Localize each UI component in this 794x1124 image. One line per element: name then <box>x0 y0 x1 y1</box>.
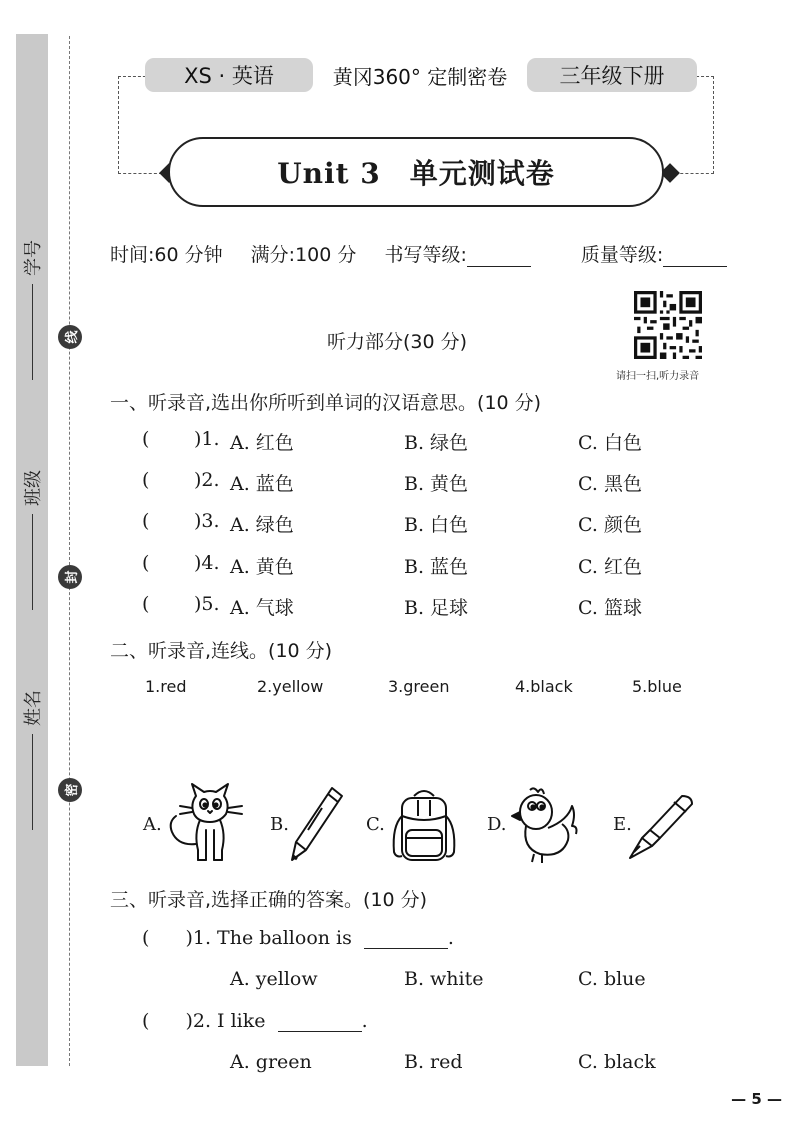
option-a: A. 黄色 <box>230 556 294 578</box>
option-a: A. 气球 <box>230 597 294 619</box>
pen-icon[interactable] <box>626 792 698 864</box>
answer-bracket[interactable]: ( <box>142 552 150 574</box>
option-c: C. 篮球 <box>578 597 642 619</box>
question-row: ( )4. A. 黄色 B. 蓝色 C. 红色 <box>142 552 642 578</box>
exam-info <box>110 240 771 267</box>
picture-letter: C. <box>366 814 385 835</box>
answer-bracket[interactable]: ( <box>142 927 150 949</box>
question-row: ( )5. A. 气球 B. 足球 C. 篮球 <box>142 593 642 619</box>
option-c: C. 白色 <box>578 432 642 454</box>
option-a: A. 红色 <box>230 432 294 454</box>
option-c: C. 红色 <box>578 556 642 578</box>
word-item[interactable]: 2.yellow <box>257 677 324 696</box>
option-b: B. 白色 <box>404 514 469 536</box>
grade-tag: 三年级下册 <box>527 58 697 92</box>
option-a: A. 绿色 <box>230 514 294 536</box>
word-item[interactable]: 3.green <box>388 677 450 696</box>
option-a: A. green <box>230 1051 312 1073</box>
binding-cut-line <box>69 36 70 1066</box>
answer-blank[interactable] <box>278 1012 362 1032</box>
picture-letter: D. <box>487 814 507 835</box>
writing-grade: 书写等级: <box>384 244 552 266</box>
word-item[interactable]: 1.red <box>145 677 187 696</box>
option-a: A. 蓝色 <box>230 473 294 495</box>
section3-heading: 三、听录音,选择正确的答案。(10 分) <box>110 889 428 911</box>
page-number: — 5 — <box>731 1090 782 1108</box>
subject-tag: XS · 英语 <box>145 58 313 92</box>
option-b: B. 足球 <box>404 597 469 619</box>
cat-icon[interactable] <box>162 782 248 864</box>
option-a: A. yellow <box>230 968 318 990</box>
option-b: B. 黄色 <box>404 473 469 495</box>
picture-letter: A. <box>143 814 162 835</box>
class-label: 班级 <box>23 470 44 506</box>
option-c: C. blue <box>578 968 646 990</box>
word-item[interactable]: 5.blue <box>632 677 682 696</box>
option-b: B. red <box>404 1051 463 1073</box>
quality-grade: 质量等级: <box>581 244 749 266</box>
answer-bracket[interactable]: ( <box>142 469 150 491</box>
full-score: 满分:100 分 <box>250 244 357 266</box>
page-title: Unit 3 单元测试卷 <box>168 137 664 207</box>
picture-letter: B. <box>270 814 289 835</box>
bird-icon[interactable] <box>510 784 580 864</box>
section1-heading: 一、听录音,选出你所听到单词的汉语意思。(10 分) <box>110 392 542 414</box>
section2-heading: 二、听录音,连线。(10 分) <box>110 640 333 662</box>
seal-secret-mark: 密 <box>58 778 82 802</box>
qr-caption: 请扫一扫,听力录音 <box>616 371 700 382</box>
answer-bracket[interactable]: ( <box>142 1010 150 1032</box>
answer-bracket[interactable]: ( <box>142 510 150 532</box>
class-field[interactable] <box>19 470 45 610</box>
question-row: ( )2. I like . <box>142 1010 368 1032</box>
option-c: C. black <box>578 1051 656 1073</box>
option-c: C. 黑色 <box>578 473 642 495</box>
schoolbag-icon[interactable] <box>388 786 460 866</box>
option-b: B. 绿色 <box>404 432 469 454</box>
answer-bracket[interactable]: ( <box>142 593 150 615</box>
seal-line-mark: 线 <box>58 325 82 349</box>
time-limit: 时间:60 分钟 <box>110 244 223 266</box>
option-b: B. 蓝色 <box>404 556 469 578</box>
question-row: ( )1. A. 红色 B. 绿色 C. 白色 <box>142 428 642 454</box>
student-no-label: 学号 <box>23 240 44 276</box>
picture-letter: E. <box>613 814 632 835</box>
pencil-icon[interactable] <box>288 784 348 864</box>
question-row: ( )1. The balloon is . <box>142 927 454 949</box>
answer-blank[interactable] <box>364 929 448 949</box>
option-b: B. white <box>404 968 484 990</box>
option-c: C. 颜色 <box>578 514 642 536</box>
word-item[interactable]: 4.black <box>515 677 573 696</box>
question-row: ( )3. A. 绿色 B. 白色 C. 颜色 <box>142 510 642 536</box>
writing-grade-blank[interactable] <box>467 266 531 267</box>
name-field[interactable] <box>19 690 45 830</box>
name-label: 姓名 <box>23 690 44 726</box>
seal-seal-mark: 封 <box>58 565 82 589</box>
listening-heading: 听力部分(30 分) <box>326 331 468 353</box>
student-no-field[interactable] <box>19 240 45 380</box>
answer-bracket[interactable]: ( <box>142 428 150 450</box>
series-title: 黄冈360° 定制密卷 <box>313 60 527 90</box>
quality-grade-blank[interactable] <box>663 266 727 267</box>
question-row: ( )2. A. 蓝色 B. 黄色 C. 黑色 <box>142 469 642 495</box>
